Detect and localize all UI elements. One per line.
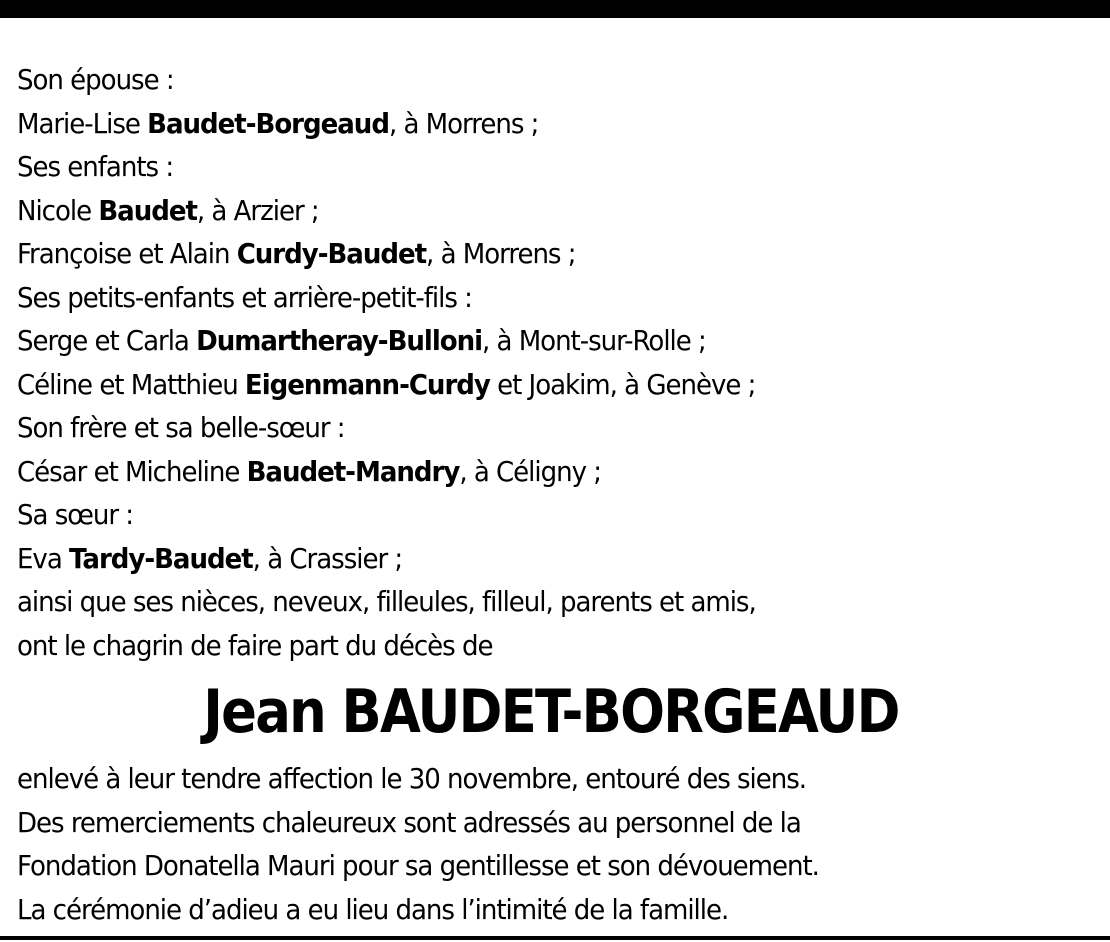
family-line-sister (17, 537, 1021, 581)
family-surname: Baudet-Mandry (246, 454, 460, 488)
family-surname: Dumartheray-Bulloni (196, 324, 483, 357)
given-names: Françoise et Alain (17, 237, 237, 270)
residence: , à Morrens ; (388, 106, 539, 140)
family-line-grandchild-2 (17, 363, 1021, 407)
deceased-name: Jean BAUDET-BORGEAUD (203, 677, 899, 747)
given-names: Eva (17, 541, 70, 575)
family-heading-sister: Sa sœur : (17, 498, 134, 531)
residence: , à Céligny ; (459, 454, 601, 488)
closing-line-4: La cérémonie d’adieu a eu lieu dans l’intimité de la famille. (17, 892, 729, 926)
family-surname: Eigenmann-Curdy (244, 367, 490, 401)
family-heading-children: Ses enfants : (17, 150, 174, 183)
family-surname: Baudet (98, 193, 197, 227)
family-line-child-2 (17, 232, 1021, 276)
residence: et Joakim, à Genève ; (489, 367, 756, 401)
given-names: Marie-Lise (17, 106, 148, 140)
family-surname: Tardy-Baudet (69, 541, 253, 575)
given-names: Nicole (17, 193, 99, 227)
announcement-line: ont le chagrin de faire part du décès de (17, 628, 493, 662)
family-line-relatives: ainsi que ses nièces, neveux, filleules, filleul, parents et amis, (17, 585, 756, 618)
given-names: Serge et Carla (17, 324, 197, 357)
residence: , à Mont-sur-Rolle ; (482, 324, 706, 357)
family-line-spouse (17, 102, 1021, 146)
bottom-border-rule (0, 936, 1110, 940)
given-names: Céline et Matthieu (17, 367, 245, 401)
family-line-grandchild-1 (17, 319, 1021, 363)
obituary-notice (17, 58, 1097, 931)
closing-line-1: enlevé à leur tendre affection le 30 novembre, entouré des siens. (17, 762, 807, 795)
family-surname: Baudet-Borgeaud (147, 106, 389, 140)
family-heading-grandchildren: Ses petits-enfants et arrière-petit-fils : (17, 280, 472, 314)
given-names: César et Micheline (17, 454, 247, 488)
family-surname: Curdy-Baudet (236, 237, 427, 270)
closing-line-2: Des remerciements chaleureux sont adressés au personnel de la (17, 805, 801, 839)
family-heading-spouse: Son épouse : (17, 63, 174, 96)
family-heading-brother: Son frère et sa belle-sœur : (17, 411, 345, 444)
family-line-child-1 (17, 189, 1021, 233)
residence: , à Morrens ; (426, 237, 576, 270)
family-line-brother (17, 450, 1021, 494)
residence: , à Arzier ; (196, 193, 319, 227)
top-border-rule (0, 0, 1110, 18)
residence: , à Crassier ; (252, 541, 403, 575)
closing-line-3: Fondation Donatella Mauri pour sa gentillesse et son dévouement. (17, 849, 819, 882)
